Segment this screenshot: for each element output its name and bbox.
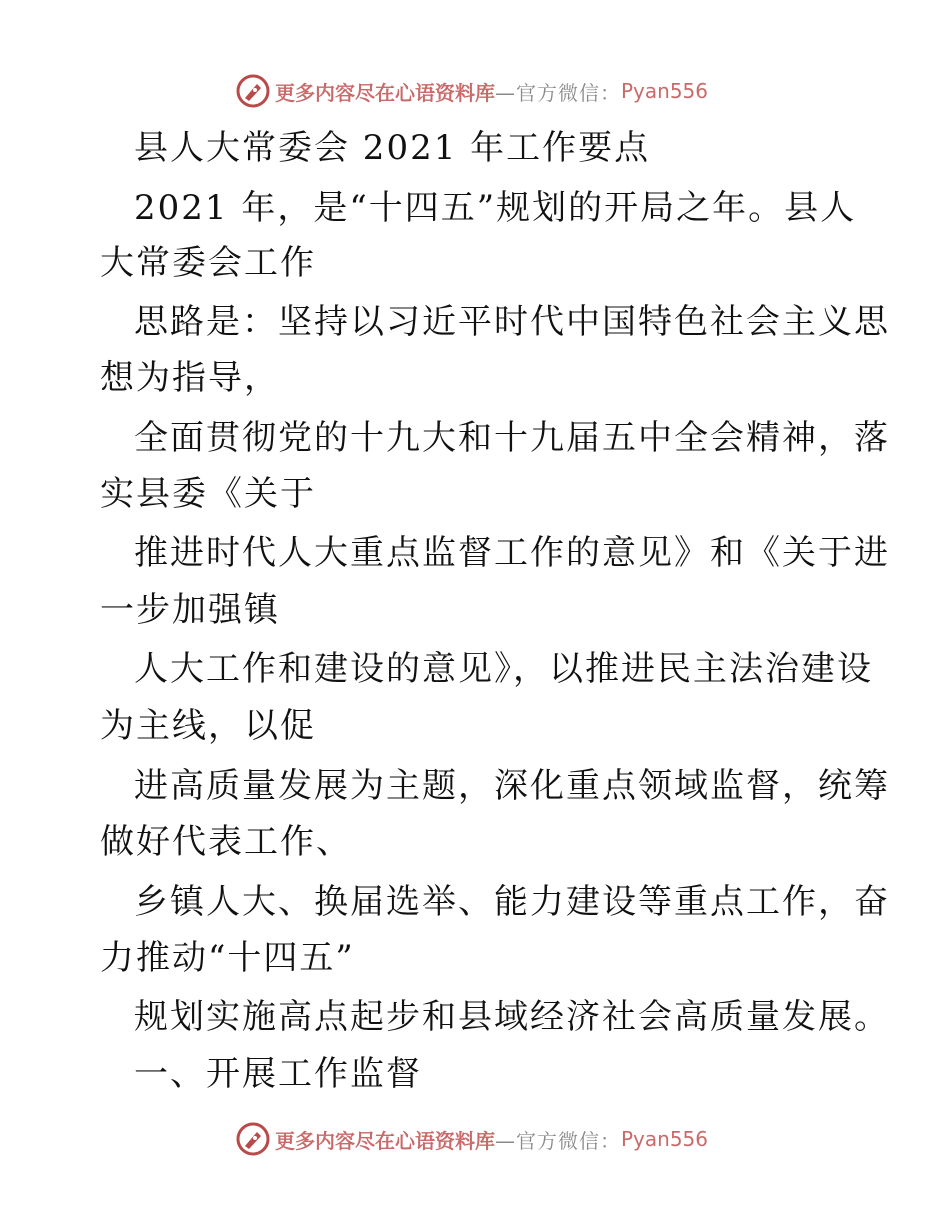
watermark-sub-text: —官方微信： (495, 1128, 621, 1153)
doc-line: 大常委会工作 (100, 243, 316, 283)
doc-line: 想为指导， (100, 358, 280, 398)
doc-line: 全面贯彻党的十九大和十九届五中全会精神，落 (134, 418, 890, 458)
doc-line: 做好代表工作、 (100, 822, 352, 862)
doc-line: 实县委《关于 (100, 474, 316, 514)
doc-line: 规划实施高点起步和县域经济社会高质量发展。 (134, 997, 890, 1037)
doc-title: 县人大常委会 2021 年工作要点 (134, 128, 651, 168)
watermark-main-text: 更多内容尽在心语资料库 (275, 1128, 495, 1153)
doc-line: 力推动“十四五” (100, 938, 355, 978)
pen-nib-logo-icon (235, 1121, 271, 1157)
doc-line: 乡镇人大、换届选举、能力建设等重点工作，奋 (134, 882, 890, 922)
watermark-main-text: 更多内容尽在心语资料库 (275, 80, 495, 105)
watermark-wechat-id: Pyan556 (621, 79, 709, 103)
doc-line: 进高质量发展为主题，深化重点领域监督，统筹 (134, 766, 890, 806)
doc-line: 推进时代人大重点监督工作的意见》和《关于进 (134, 533, 890, 573)
watermark-sub-text: —官方微信： (495, 80, 621, 105)
doc-line: 一步加强镇 (100, 590, 280, 630)
doc-line: 为主线，以促 (100, 706, 316, 746)
watermark-header (235, 73, 755, 109)
watermark-footer (235, 1121, 755, 1157)
section-heading: 一、开展工作监督 (134, 1054, 422, 1094)
doc-line: 思路是：坚持以习近平时代中国特色社会主义思 (134, 302, 890, 342)
doc-line: 2021 年，是“十四五”规划的开局之年。县人 (134, 188, 857, 228)
pen-nib-logo-icon (235, 73, 271, 109)
doc-line: 人大工作和建设的意见》，以推进民主法治建设 (134, 649, 873, 689)
watermark-wechat-id: Pyan556 (621, 1127, 709, 1151)
